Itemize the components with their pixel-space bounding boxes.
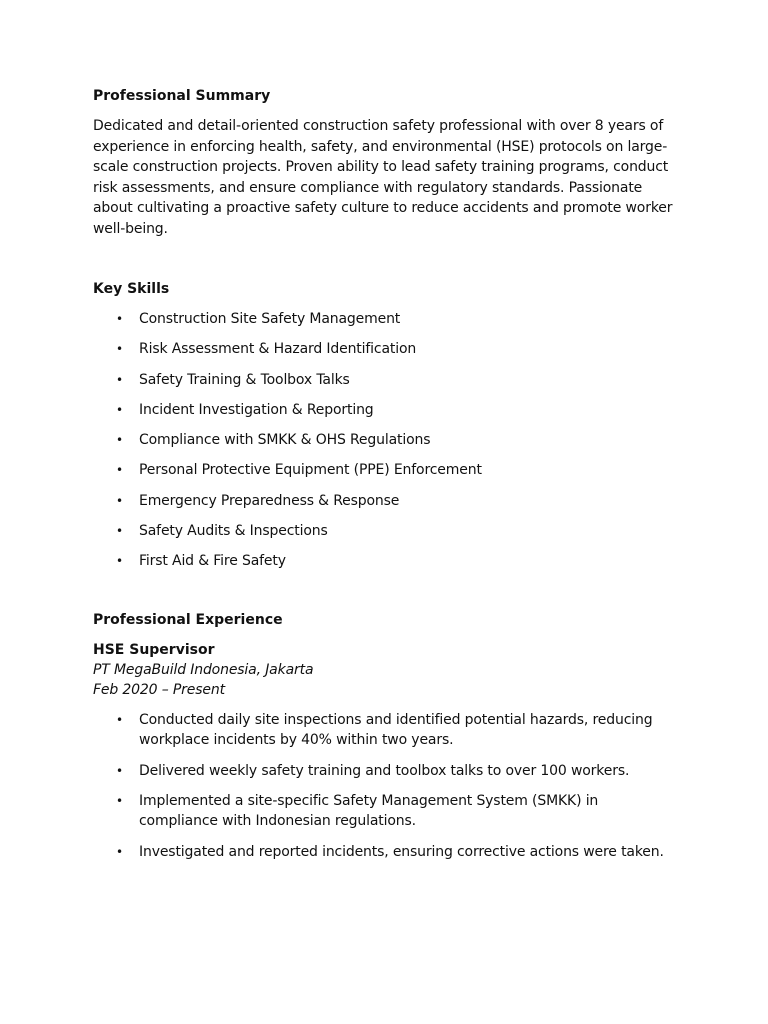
professional-experience-heading: Professional Experience (93, 611, 283, 628)
skill-text: Risk Assessment & Hazard Identification (139, 341, 417, 358)
skill-text: Construction Site Safety Management (139, 311, 401, 327)
list-item (93, 460, 676, 481)
list-item (93, 761, 676, 782)
skill-text: Compliance with SMKK & OHS Regulations (139, 432, 431, 449)
skill-text: Safety Audits & Inspections (139, 523, 328, 540)
list-item (93, 521, 676, 542)
bullet-icon: • (116, 402, 123, 417)
skill-text: First Aid & Fire Safety (139, 553, 286, 570)
bullet-icon: • (116, 372, 123, 387)
key-skills-section (93, 279, 676, 572)
professional-summary-section (93, 86, 676, 239)
bullet-icon: • (116, 433, 123, 448)
list-item (93, 491, 676, 512)
key-skills-list (93, 309, 676, 572)
list-item (93, 551, 676, 572)
professional-summary-text: Dedicated and detail-oriented construction safety professional with over 8 years of experience in enforcing health, safety, and environmental (HSE) protocols on large-scale construction projects. Proven ability to lead safety training programs, conduct risk assessments, and ensure compliance with regulatory standards. Passionate about cultivating a proactive safety culture to reduce accidents and promote worker well-being. (93, 118, 673, 237)
responsibility-text: Implemented a site-specific Safety Management System (SMKK) in compliance with Indonesian regulations. (139, 792, 599, 830)
professional-summary-heading: Professional Summary (93, 88, 271, 104)
professional-experience-section (93, 610, 676, 862)
resume-page (93, 86, 676, 872)
list-item (93, 400, 676, 421)
skill-text: Emergency Preparedness & Response (139, 492, 400, 509)
bullet-icon: • (116, 554, 123, 569)
list-item (93, 791, 676, 832)
bullet-icon: • (116, 463, 123, 478)
list-item (93, 842, 676, 863)
job-responsibilities-list (93, 710, 676, 862)
responsibility-text: Conducted daily site inspections and identified potential hazards, reducing workplace incidents by 40% within two years. (139, 711, 653, 749)
list-item (93, 309, 676, 330)
bullet-icon: • (116, 844, 123, 859)
bullet-icon: • (116, 793, 123, 808)
bullet-icon: • (116, 312, 123, 326)
key-skills-heading: Key Skills (93, 281, 170, 297)
bullet-icon: • (116, 763, 123, 778)
list-item (93, 710, 676, 751)
skill-text: Incident Investigation & Reporting (139, 401, 374, 418)
job-dates: Feb 2020 – Present (93, 682, 225, 699)
job-entry (93, 640, 676, 862)
job-title: HSE Supervisor (93, 641, 215, 658)
job-company: PT MegaBuild Indonesia, Jakarta (93, 661, 314, 678)
bullet-icon: • (116, 342, 123, 357)
list-item (93, 430, 676, 451)
list-item (93, 370, 676, 391)
skill-text: Safety Training & Toolbox Talks (139, 371, 350, 388)
list-item (93, 339, 676, 360)
responsibility-text: Delivered weekly safety training and toolbox talks to over 100 workers. (139, 762, 630, 779)
bullet-icon: • (116, 493, 123, 508)
bullet-icon: • (116, 712, 123, 727)
bullet-icon: • (116, 524, 123, 539)
skill-text: Personal Protective Equipment (PPE) Enforcement (139, 462, 482, 479)
responsibility-text: Investigated and reported incidents, ensuring corrective actions were taken. (139, 843, 664, 860)
